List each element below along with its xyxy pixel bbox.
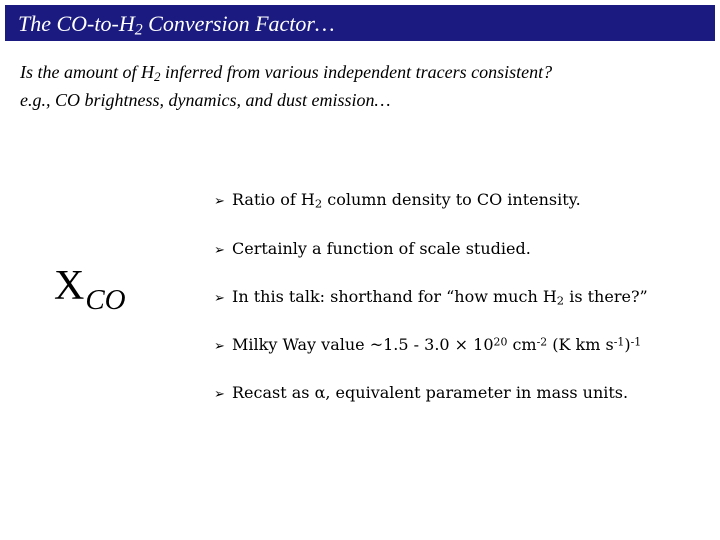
bullet-text-start: In this talk: shorthand for “how much H bbox=[232, 287, 557, 306]
subtitle-line-1-start: Is the amount of H bbox=[20, 62, 154, 82]
bullet-text-end: column density to CO intensity. bbox=[322, 190, 581, 209]
subtitle bbox=[20, 58, 552, 114]
bullet-superscript: -1 bbox=[613, 335, 625, 349]
arrow-bullet-icon: ➢ bbox=[214, 339, 225, 354]
subtitle-line-1 bbox=[20, 58, 552, 86]
xco-subscript: CO bbox=[85, 284, 126, 316]
subtitle-line-1-subscript: 2 bbox=[154, 68, 161, 84]
bullet-item bbox=[214, 237, 531, 263]
arrow-bullet-icon: ➢ bbox=[214, 243, 225, 258]
bullet-item bbox=[214, 188, 581, 214]
bullet-text-end: is there?” bbox=[564, 287, 648, 306]
bullet-superscript: 20 bbox=[493, 335, 508, 349]
subtitle-line-2: e.g., CO brightness, dynamics, and dust emission… bbox=[20, 90, 391, 110]
arrow-bullet-icon: ➢ bbox=[214, 387, 225, 402]
bullet-item bbox=[214, 333, 641, 359]
title-text-end: Conversion Factor… bbox=[142, 11, 335, 36]
bullet-item bbox=[214, 381, 628, 407]
subtitle-line-1-end: inferred from various independent tracers consistent? bbox=[160, 62, 553, 82]
slide-title bbox=[18, 11, 335, 39]
bullet-text-part: (K km s bbox=[547, 335, 614, 354]
bullet-item bbox=[214, 285, 648, 311]
xco-symbol bbox=[54, 262, 126, 314]
bullet-text: Certainly a function of scale studied. bbox=[232, 239, 531, 258]
bullet-text-part: Milky Way value ~1.5 - 3.0 × 10 bbox=[232, 335, 494, 354]
title-text-start: The CO-to-H bbox=[18, 11, 135, 36]
bullet-text: Recast as α, equivalent parameter in mass units. bbox=[232, 383, 629, 402]
arrow-bullet-icon: ➢ bbox=[214, 194, 225, 209]
bullet-subscript: 2 bbox=[556, 293, 565, 308]
bullet-text-part: ) bbox=[624, 335, 631, 354]
title-subscript: 2 bbox=[134, 21, 143, 39]
bullet-superscript: -2 bbox=[536, 335, 548, 349]
title-bar bbox=[5, 5, 715, 41]
xco-main: X bbox=[54, 263, 85, 309]
bullet-superscript: -1 bbox=[630, 335, 642, 349]
bullet-text-part: cm bbox=[507, 335, 537, 354]
bullet-text-start: Ratio of H bbox=[232, 190, 315, 209]
bullet-subscript: 2 bbox=[314, 196, 323, 211]
arrow-bullet-icon: ➢ bbox=[214, 291, 225, 306]
